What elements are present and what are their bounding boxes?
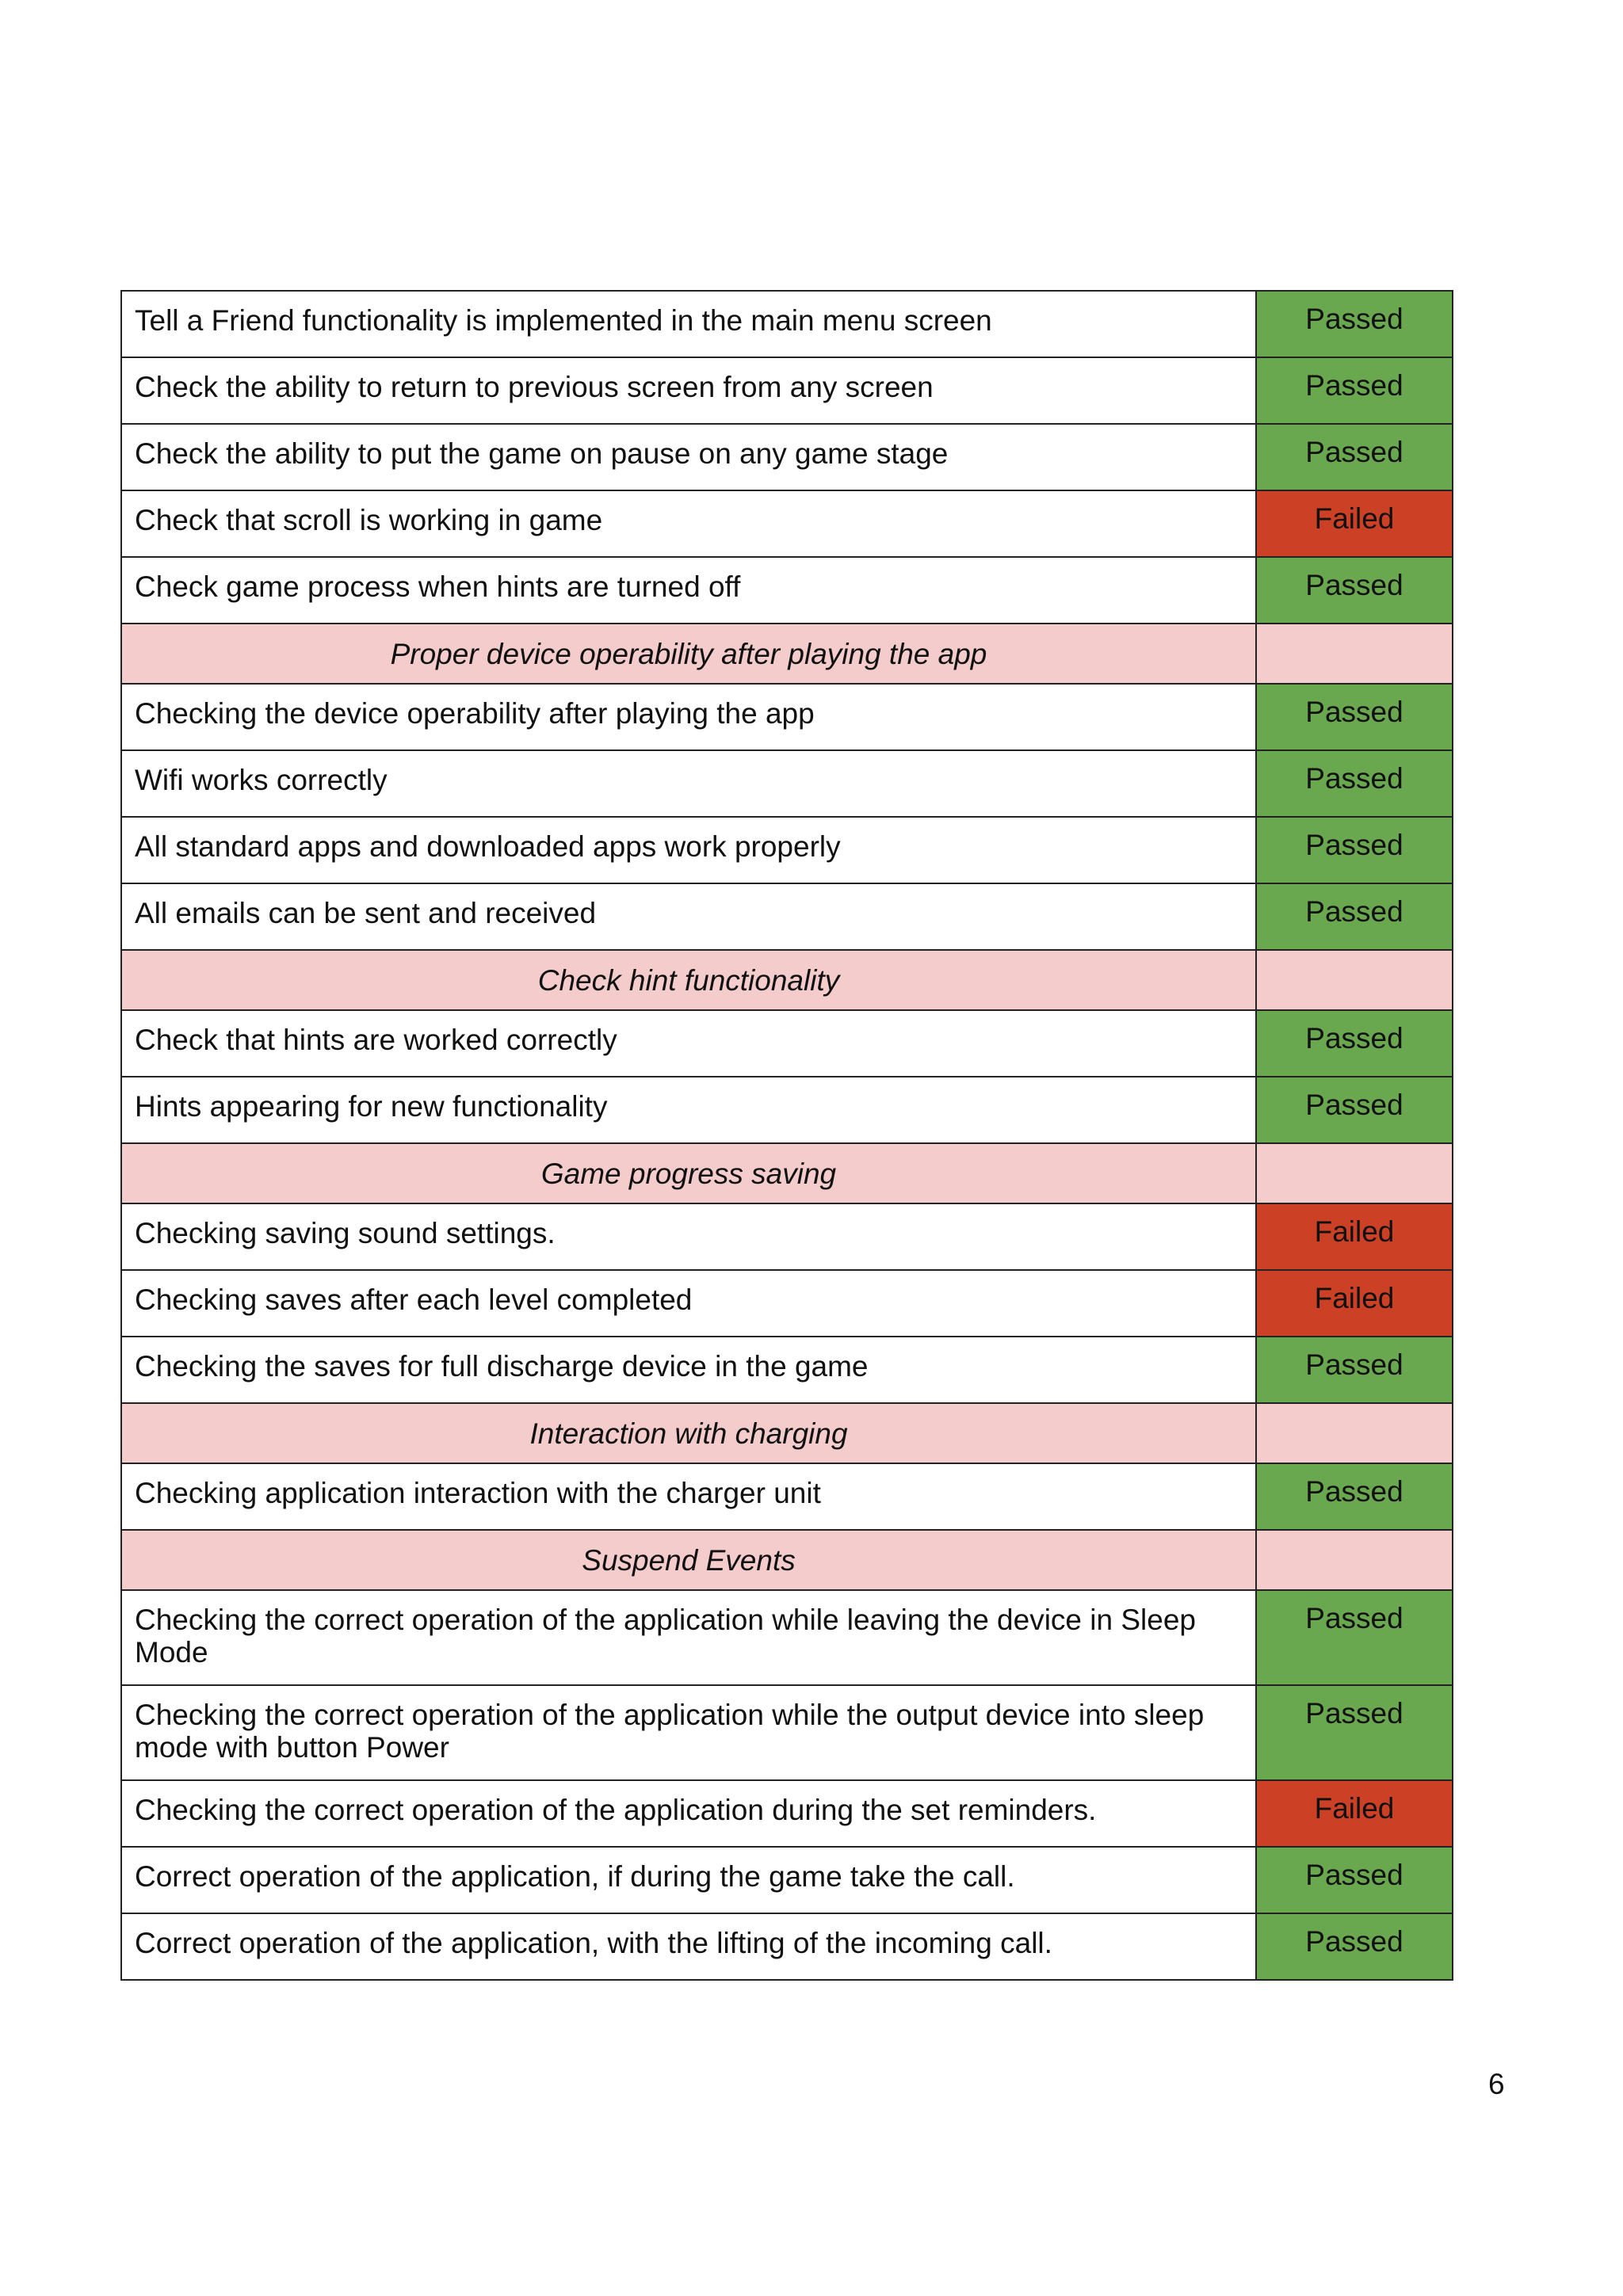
section-header-row <box>121 1530 1453 1590</box>
table-row <box>121 291 1453 357</box>
test-case-description: Check that hints are worked correctly <box>121 1010 1256 1077</box>
section-status-blank <box>1256 950 1453 1010</box>
table-row <box>121 1913 1453 1980</box>
status-failed-badge: Failed <box>1256 1780 1453 1847</box>
test-case-description: Check that scroll is working in game <box>121 490 1256 557</box>
table-row <box>121 1847 1453 1913</box>
status-passed-badge: Passed <box>1256 291 1453 357</box>
test-case-description: Checking saves after each level completed <box>121 1270 1256 1337</box>
status-passed-badge: Passed <box>1256 1590 1453 1685</box>
test-case-description: Check game process when hints are turned off <box>121 557 1256 624</box>
test-case-description: Hints appearing for new functionality <box>121 1077 1256 1143</box>
table-row <box>121 357 1453 424</box>
test-case-description: Checking the correct operation of the application while the output device into sleep mode with button Power <box>121 1685 1256 1780</box>
section-title: Suspend Events <box>121 1530 1256 1590</box>
status-passed-badge: Passed <box>1256 1847 1453 1913</box>
status-failed-badge: Failed <box>1256 490 1453 557</box>
page-number: 6 <box>1488 2068 1505 2100</box>
table-row <box>121 1010 1453 1077</box>
section-header-row <box>121 950 1453 1010</box>
section-header-row <box>121 1143 1453 1203</box>
test-case-description: Wifi works correctly <box>121 750 1256 817</box>
section-title: Interaction with charging <box>121 1403 1256 1463</box>
table-row <box>121 1685 1453 1780</box>
status-passed-badge: Passed <box>1256 1685 1453 1780</box>
table-row <box>121 684 1453 750</box>
status-passed-badge: Passed <box>1256 817 1453 883</box>
test-case-description: All emails can be sent and received <box>121 883 1256 950</box>
section-title: Proper device operability after playing the app <box>121 624 1256 684</box>
section-status-blank <box>1256 1143 1453 1203</box>
section-status-blank <box>1256 624 1453 684</box>
status-passed-badge: Passed <box>1256 883 1453 950</box>
table-row <box>121 424 1453 490</box>
test-case-description: Checking the saves for full discharge device in the game <box>121 1337 1256 1403</box>
table-row <box>121 557 1453 624</box>
status-passed-badge: Passed <box>1256 750 1453 817</box>
test-case-description: Check the ability to put the game on pause on any game stage <box>121 424 1256 490</box>
status-passed-badge: Passed <box>1256 1077 1453 1143</box>
section-status-blank <box>1256 1403 1453 1463</box>
table-row <box>121 750 1453 817</box>
table-row <box>121 1337 1453 1403</box>
table-row <box>121 817 1453 883</box>
table-row <box>121 1590 1453 1685</box>
test-case-description: Correct operation of the application, with the lifting of the incoming call. <box>121 1913 1256 1980</box>
table-row <box>121 1463 1453 1530</box>
test-case-description: Check the ability to return to previous screen from any screen <box>121 357 1256 424</box>
test-case-description: Checking application interaction with the charger unit <box>121 1463 1256 1530</box>
status-passed-badge: Passed <box>1256 1337 1453 1403</box>
test-case-description: Checking the device operability after playing the app <box>121 684 1256 750</box>
status-failed-badge: Failed <box>1256 1203 1453 1270</box>
section-header-row <box>121 1403 1453 1463</box>
table-row <box>121 1780 1453 1847</box>
section-title: Game progress saving <box>121 1143 1256 1203</box>
status-passed-badge: Passed <box>1256 357 1453 424</box>
test-case-description: Correct operation of the application, if during the game take the call. <box>121 1847 1256 1913</box>
status-passed-badge: Passed <box>1256 684 1453 750</box>
test-case-description: Tell a Friend functionality is implemented in the main menu screen <box>121 291 1256 357</box>
table-row <box>121 1203 1453 1270</box>
table-row <box>121 490 1453 557</box>
status-passed-badge: Passed <box>1256 424 1453 490</box>
test-case-description: All standard apps and downloaded apps work properly <box>121 817 1256 883</box>
status-passed-badge: Passed <box>1256 1010 1453 1077</box>
section-header-row <box>121 624 1453 684</box>
section-status-blank <box>1256 1530 1453 1590</box>
table-row <box>121 1270 1453 1337</box>
test-case-description: Checking the correct operation of the application while leaving the device in Sleep Mode <box>121 1590 1256 1685</box>
test-results-table <box>120 290 1453 1981</box>
status-failed-badge: Failed <box>1256 1270 1453 1337</box>
table-row <box>121 883 1453 950</box>
table-body <box>121 291 1453 1980</box>
test-case-description: Checking saving sound settings. <box>121 1203 1256 1270</box>
status-passed-badge: Passed <box>1256 1463 1453 1530</box>
status-passed-badge: Passed <box>1256 557 1453 624</box>
section-title: Check hint functionality <box>121 950 1256 1010</box>
table-row <box>121 1077 1453 1143</box>
status-passed-badge: Passed <box>1256 1913 1453 1980</box>
test-case-description: Checking the correct operation of the application during the set reminders. <box>121 1780 1256 1847</box>
